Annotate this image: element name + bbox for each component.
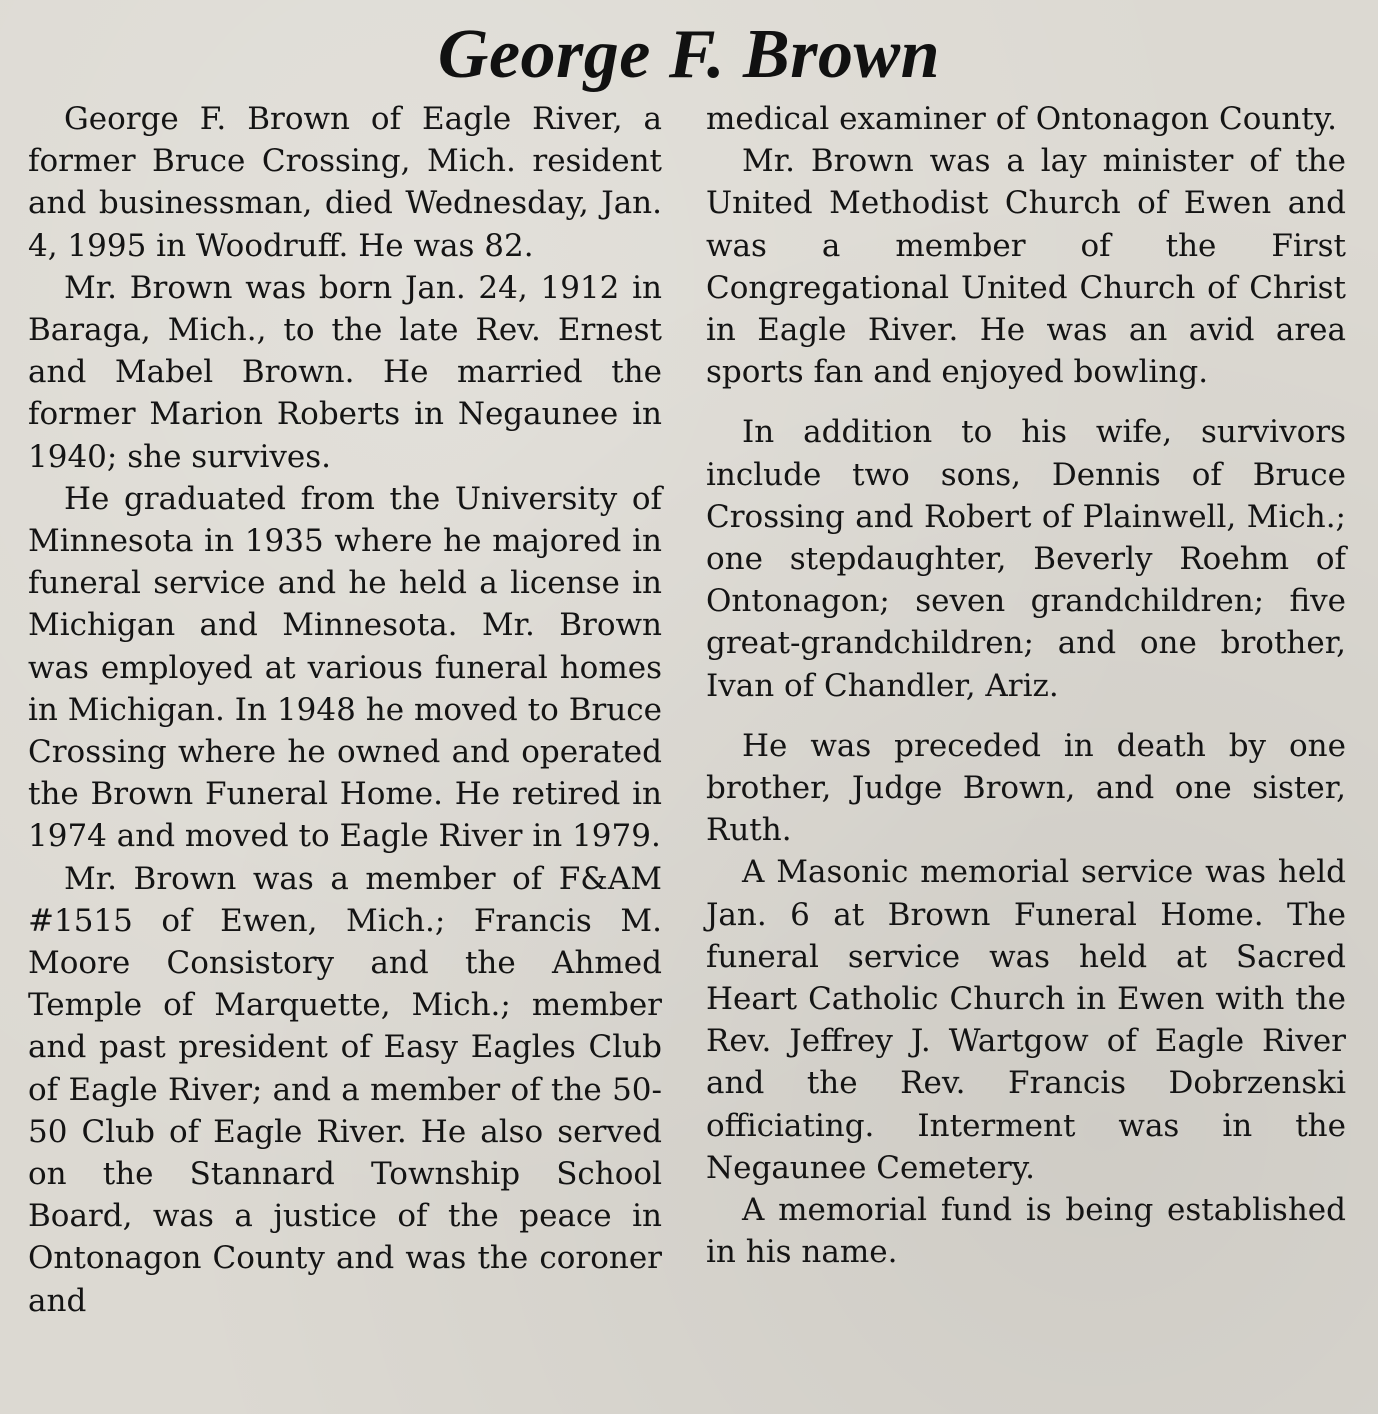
paragraph-continuation: medical examiner of Ontonagon County. xyxy=(706,101,1338,137)
obituary-headline: George F. Brown xyxy=(437,16,941,93)
right-column xyxy=(706,98,1346,1273)
paragraph-memorial-fund: A memorial fund is being established in his name. xyxy=(706,1192,1346,1271)
paragraph-birth-marriage: Mr. Brown was born Jan. 24, 1912 in Baraga, Mich., to the late Rev. Ernest and Mabel Brown. He married the former Marion Roberts in Negaunee in 1940; she survives. xyxy=(28,269,662,475)
paragraph-death-notice: George F. Brown of Eagle River, a former Bruce Crossing, Mich. resident and businessman, died Wednesday, Jan. 4, 1995 in Woodruff. He was 82. xyxy=(28,101,662,264)
paragraph-church: Mr. Brown was a lay minister of the United Methodist Church of Ewen and was a member of the First Congregational United Church of Christ in Eagle River. He was an avid area sports fan and enjoyed bowling. xyxy=(706,143,1346,391)
paragraph-services: A Masonic memorial service was held Jan. 6 at Brown Funeral Home. The funeral service was held at Sacred Heart Catholic Church in Ewen with the Rev. Jeffrey J. Wartgow of Eagle River and the Rev. Francis Dobrzenski officiating. Interment was in the Negaunee Cemetery. xyxy=(706,854,1346,1186)
paragraph-preceded: He was preceded in death by one brother, Judge Brown, and one sister, Ruth. xyxy=(706,727,1346,849)
left-column xyxy=(28,98,662,1322)
paragraph-memberships: Mr. Brown was a member of F&AM #1515 of Ewen, Mich.; Francis M. Moore Consistory and the Ahmed Temple of Marquette, Mich.; member and past president of Easy Eagles Club of Eagle River; and a member of the 50-50 Club of Eagle River. He also served on the Stannard Township School Board, was a justice of the peace in Ontonagon County and was the coroner and xyxy=(28,860,662,1319)
paragraph-survivors: In addition to his wife, survivors include two sons, Dennis of Bruce Crossing and Robert of Plainwell, Mich.; one stepdaughter, Beverly Roehm of Ontonagon; seven grandchildren; five great-grandchildren; and one brother, Ivan of Chandler, Ariz. xyxy=(706,414,1346,704)
paragraph-career: He graduated from the University of Minnesota in 1935 where he majored in funeral service and he held a license in Michigan and Minnesota. Mr. Brown was employed at various funeral homes in Michigan. In 1948 he moved to Bruce Crossing where he owned and operated the Brown Funeral Home. He retired in 1974 and moved to Eagle River in 1979. xyxy=(28,480,662,855)
